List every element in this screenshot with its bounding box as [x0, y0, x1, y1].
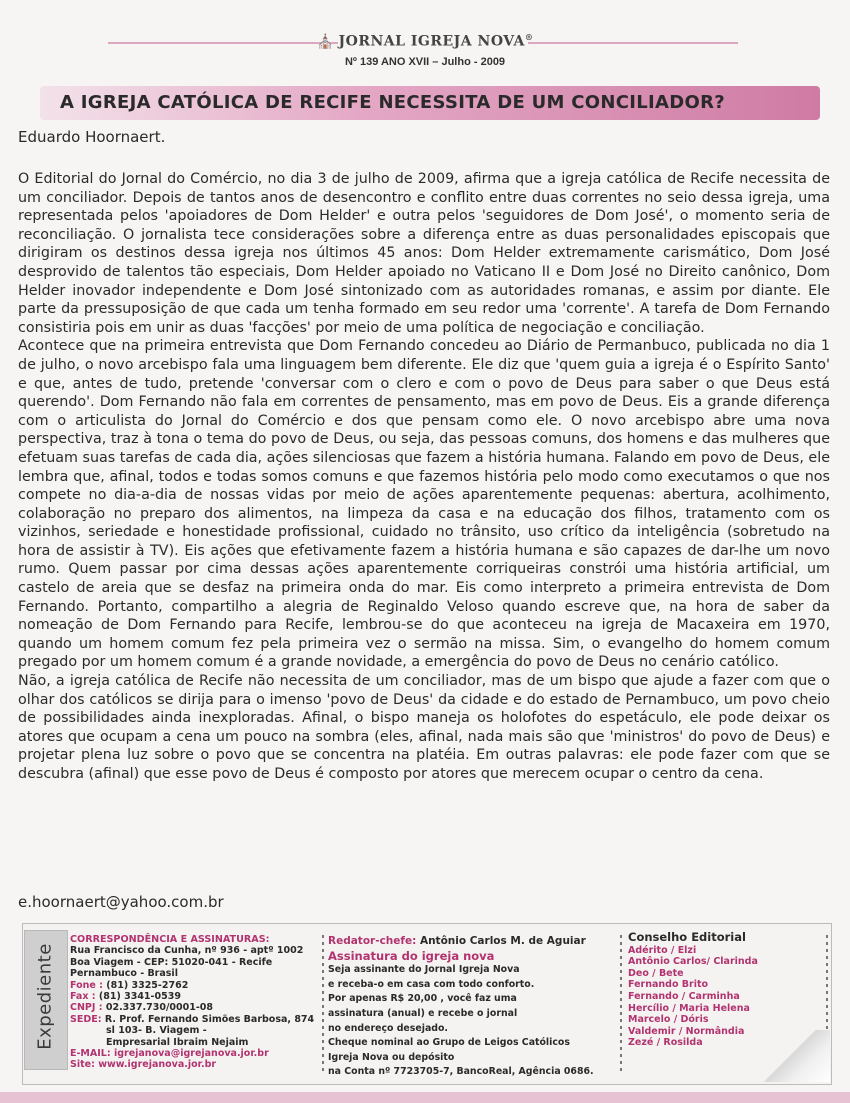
board-member: Adérito / Elzi	[628, 944, 697, 956]
author-email: e.hoornaert@yahoo.com.br	[18, 893, 224, 911]
subscription-line: Por apenas R$ 20,00 , você faz uma	[328, 993, 517, 1005]
subscription-line: Cheque nominal ao Grupo de Leigos Católicos	[328, 1037, 570, 1049]
subscription-line: assinatura (anual) e recebe o jornal	[328, 1007, 518, 1019]
subscription-line: Igreja Nova ou depósito	[328, 1051, 455, 1063]
subscription-column	[328, 934, 618, 1080]
address-line: Rua Francisco da Cunha, nº 936 - aptº 1002	[70, 945, 304, 957]
fax-line	[70, 991, 318, 1002]
board-member: Valdemir / Normândia	[628, 1025, 745, 1037]
editorial-board-header: Conselho Editorial	[628, 930, 746, 944]
address-line: Pernambuco - Brasil	[70, 968, 178, 980]
sede-label: SEDE:	[70, 1013, 102, 1025]
board-member: Antônio Carlos/ Clarinda	[628, 956, 758, 968]
box-edge-dots	[826, 935, 828, 1030]
site-label: Site:	[70, 1059, 95, 1071]
expediente-label-box	[24, 930, 68, 1070]
correspondence-column	[70, 934, 318, 1071]
column-divider	[620, 935, 622, 1075]
site-link[interactable]: www.igrejanova.jor.br	[98, 1059, 217, 1071]
article-title: A IGREJA CATÓLICA DE RECIFE NECESSITA DE UM CONCILIADOR?	[60, 92, 726, 113]
phone-label: Fone :	[70, 979, 103, 991]
subscription-line: no endereço desejado.	[328, 1022, 448, 1034]
article-body	[18, 170, 830, 784]
subscription-title: Assinatura do igreja nova	[328, 948, 495, 963]
fax-label: Fax :	[70, 991, 96, 1003]
paragraph: Acontece que na primeira entrevista que Dom Fernando concedeu ao Diário de Permanbuco, publicada no dia 1 de julho, o novo arcebispo fala uma linguagem bem diferente. Ele diz que 'quem guia a igreja é o Espírito Santo' e que, antes de tudo, pretende 'conversar com o clero e com o povo de Deus para saber o que Deus está querendo'. Dom Fernando não fala em correntes de pensamento, mas em povo de Deus. Eis a grande diferença com o articulista do Jornal do Comércio e dos que pensam como ele. O novo arcebispo abre uma nova perspectiva, traz à tona o tema do povo de Deus, ou seja, das pessoas comuns, dos homens e das mulheres que efetuam suas tarefas de cada dia, ações silenciosas que fazem a história humana. Falando em povo de Deus, ele lembra que, afinal, todos e todas somos comuns e que fazemos história pelo modo como executamos o que nos compete no dia-a-dia de nossas vidas por meio de ações aparentemente pequenas: abertura, acolhimento, colaboração no preparo dos alimentos, na limpeza da casa e na educação dos filhos, tratamento com os vizinhos, seriedade e honestidade profissional, cuidado no trânsito, uso crítico da inteligência (sobretudo na hora de assistir à TV). Eis ações que efetivamente fazem a história humana e são capazes de dar-lhe um novo rumo. Quem passar por cima dessas ações aparentemente corriqueiras constrói uma história artificial, um castelo de areia que se desfaz na primeira onda do mar. Eis como interpreto a primeira entrevista de Dom Fernando. Portanto, compartilho a alegria de Reginaldo Veloso quando escreve que, na hora de saber da nomeação de Dom Fernando para Recife, lembrou-se do que aconteceu na igreja de Macaxeira em 1970, quando um homem comum fez pela primeira vez o sermão na missa. Sim, o evangelho do homem comum pregado por um homem comum é a grande novidade, a emergência do povo de Deus no cenário católico.	[18, 338, 830, 671]
bottom-band	[0, 1092, 850, 1103]
board-member: Zezé / Rosilda	[628, 1037, 703, 1049]
board-member: Fernando Brito	[628, 979, 709, 991]
board-member: Fernando / Carminha	[628, 990, 740, 1002]
sede-line-3: Empresarial Ibraim Nejaim	[106, 1036, 249, 1048]
paragraph: Não, a igreja católica de Recife não necessita de um conciliador, mas de um bispo que ajude a fazer com que o olhar dos católicos se dirija para o imenso 'povo de Deus' da cidade e do estado de Pernambuco, um povo cheio de possibilidades ainda inexploradas. Afinal, o bispo maneja os holofotes do espetáculo, ele pode deixar os atores que ocupam a cena um pouco na sombra (eles, afinal, nada mais são que 'ministros' do povo de Deus) e projetar plena luz sobre o povo que se concentra na platéia. Em outras palavras: ele pode fazer com que se descubra (afinal) que esse povo de Deus é composto por atores que merecem ocupar o centro da cena.	[18, 673, 830, 782]
article-author: Eduardo Hoornaert.	[18, 128, 166, 146]
phone-value: (81) 3325-2762	[106, 979, 189, 991]
subscription-line: Seja assinante do Jornal Igreja Nova	[328, 964, 520, 976]
registered-mark: ®	[524, 32, 534, 42]
redator-label: Redator-chefe:	[328, 935, 417, 947]
site-line	[70, 1059, 318, 1070]
subscription-line: e receba-o em casa com todo conforto.	[328, 978, 535, 990]
cnpj-value: 02.337.730/0001-08	[105, 1002, 214, 1014]
newspaper-name: JORNAL IGREJA NOVA	[338, 33, 525, 50]
sede-value: R. Prof. Fernando Simões Barbosa, 874	[104, 1013, 315, 1025]
redator-name: Antônio Carlos M. de Aguiar	[419, 935, 586, 947]
address-line: Boa Viagem - CEP: 51020-041 - Recife	[70, 956, 273, 968]
board-member: Deo / Bete	[628, 967, 684, 979]
masthead	[0, 32, 850, 50]
correspondence-header: CORRESPONDÊNCIA E ASSINATURAS:	[70, 934, 270, 945]
subscription-line: na Conta nº 7723705-7, BancoReal, Agência 0686.	[328, 1066, 594, 1078]
board-member: Hercílio / Maria Helena	[628, 1002, 750, 1014]
email-link[interactable]: igrejanova@igrejanova.jor.br	[113, 1048, 269, 1060]
cnpj-line	[70, 1002, 318, 1013]
church-logo-icon: ⛪	[316, 33, 335, 50]
board-member: Marcelo / Dóris	[628, 1014, 709, 1026]
sede-line-2: sl 103- B. Viagem -	[106, 1025, 207, 1037]
expediente-label: Expediente	[34, 943, 56, 1050]
column-divider	[322, 935, 324, 1075]
fax-value: (81) 3341-0539	[98, 991, 181, 1003]
issue-line: Nº 139 ANO XVII – Julho - 2009	[344, 56, 506, 68]
phone-line	[70, 980, 318, 991]
page-curl-decoration	[752, 1030, 830, 1082]
redator-line	[328, 934, 618, 949]
email-line	[70, 1048, 318, 1059]
email-label: E-MAIL:	[70, 1048, 111, 1060]
paragraph: O Editorial do Jornal do Comércio, no dia 3 de julho de 2009, afirma que a igreja católica de Recife necessita de um conciliador. Depois de tantos anos de desencontro e conflito entre duas correntes no seio dessa igreja, uma representada pelos 'apoiadores de Dom Helder' e outra pelos 'seguidores de Dom José', o momento seria de reconciliação. O jornalista tece considerações sobre a diferença entre as duas personalidades episcopais que dirigiram os destinos dessa igreja nos últimos 45 anos: Dom Helder extremamente carismático, Dom José desprovido de talentos tão especiais, Dom Helder apoiado no Vaticano II e Dom José no Direito canônico, Dom Helder inovador independente e Dom José sintonizado com as autoridades romanas, e assim por diante. Ele parte da pressuposição de que cada um tenha formado em seu redor uma 'corrente'. A tarefa de Dom Fernando consistiria pois em unir as duas 'facções' por meio de uma política de negociação e conciliação.	[18, 171, 830, 336]
sede-line	[70, 1014, 318, 1025]
cnpj-label: CNPJ :	[70, 1002, 103, 1014]
